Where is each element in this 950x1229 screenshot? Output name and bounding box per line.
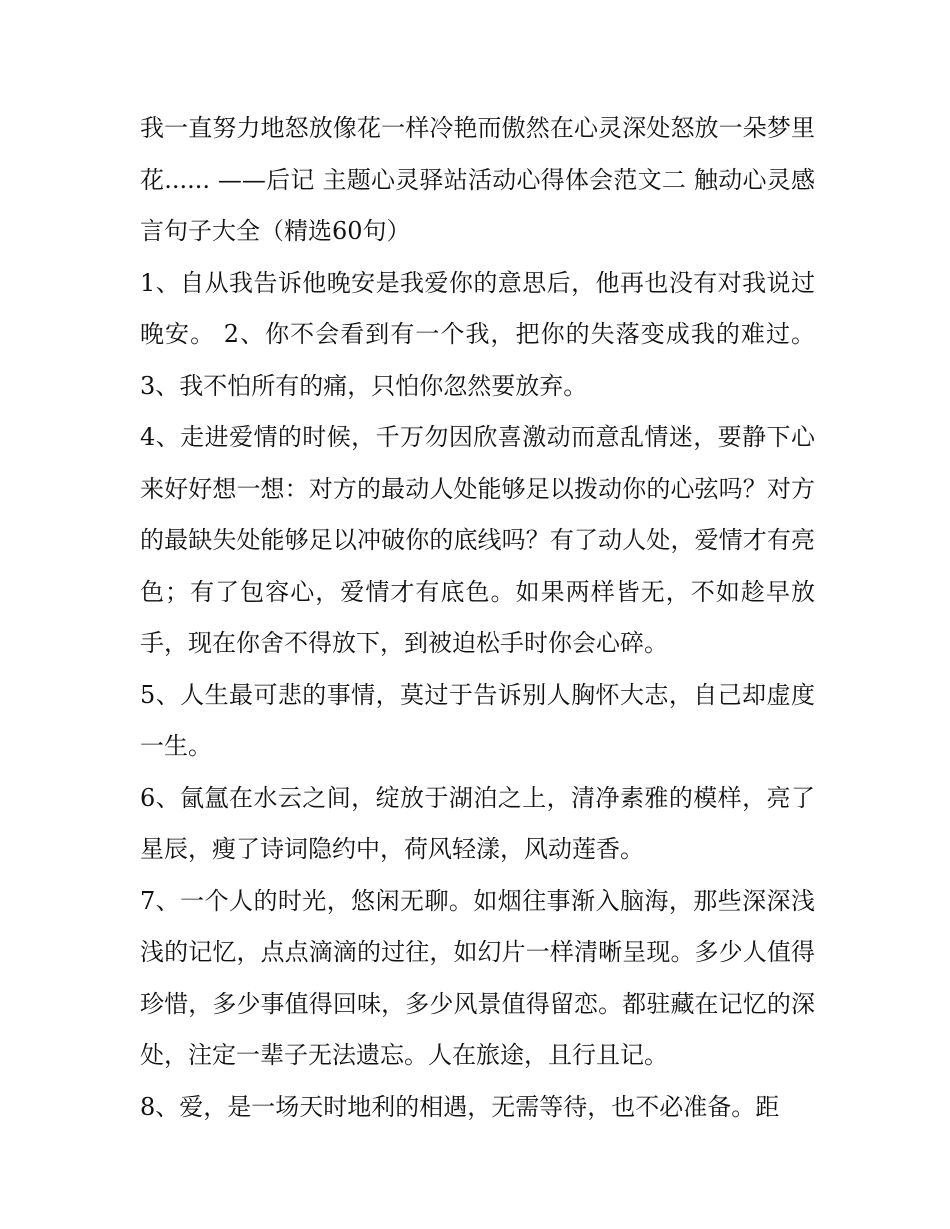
paragraph-item-6: 6、氤氲在水云之间，绽放于湖泊之上，清净素雅的模样，亮了星辰，瘦了诗词隐约中，荷风轻漾，风动莲香。 <box>140 783 815 863</box>
document-body <box>140 103 815 1133</box>
paragraph-item-4: 4、走进爱情的时候，千万勿因欣喜激动而意乱情迷，要静下心来好好想一想：对方的最动人处能够足以拨动你的心弦吗？对方的最缺失处能够足以冲破你的底线吗？有了动人处，爱情才有亮色；有了包容心，爱情才有底色。如果两样皆无，不如趁早放手，现在你舍不得放下，到被迫松手时你会心碎。 <box>140 423 815 657</box>
paragraph-items-1-3: 1、自从我告诉他晚安是我爱你的意思后，他再也没有对我说过晚安。 2、你不会看到有一个我，把你的失落变成我的难过。 3、我不怕所有的痛，只怕你忽然要放弃。 <box>140 268 815 400</box>
paragraph-intro: 我一直努力地怒放像花一样冷艳而傲然在心灵深处怒放一朵梦里花...... ——后记 主题心灵驿站活动心得体会范文二 触动心灵感言句子大全（精选60句） <box>140 114 815 245</box>
paragraph-item-5: 5、人生最可悲的事情，莫过于告诉别人胸怀大志，自己却虚度一生。 <box>140 680 815 760</box>
paragraph-item-7: 7、一个人的时光，悠闲无聊。如烟往事渐入脑海，那些深深浅浅的记忆，点点滴滴的过往，如幻片一样清晰呈现。多少人值得珍惜，多少事值得回味，多少风景值得留恋。都驻藏在记忆的深处，注定一辈子无法遗忘。人在旅途，且行且记。 <box>140 886 815 1069</box>
paragraph-item-8: 8、爱，是一场天时地利的相遇，无需等待，也不必准备。距 <box>140 1092 780 1121</box>
